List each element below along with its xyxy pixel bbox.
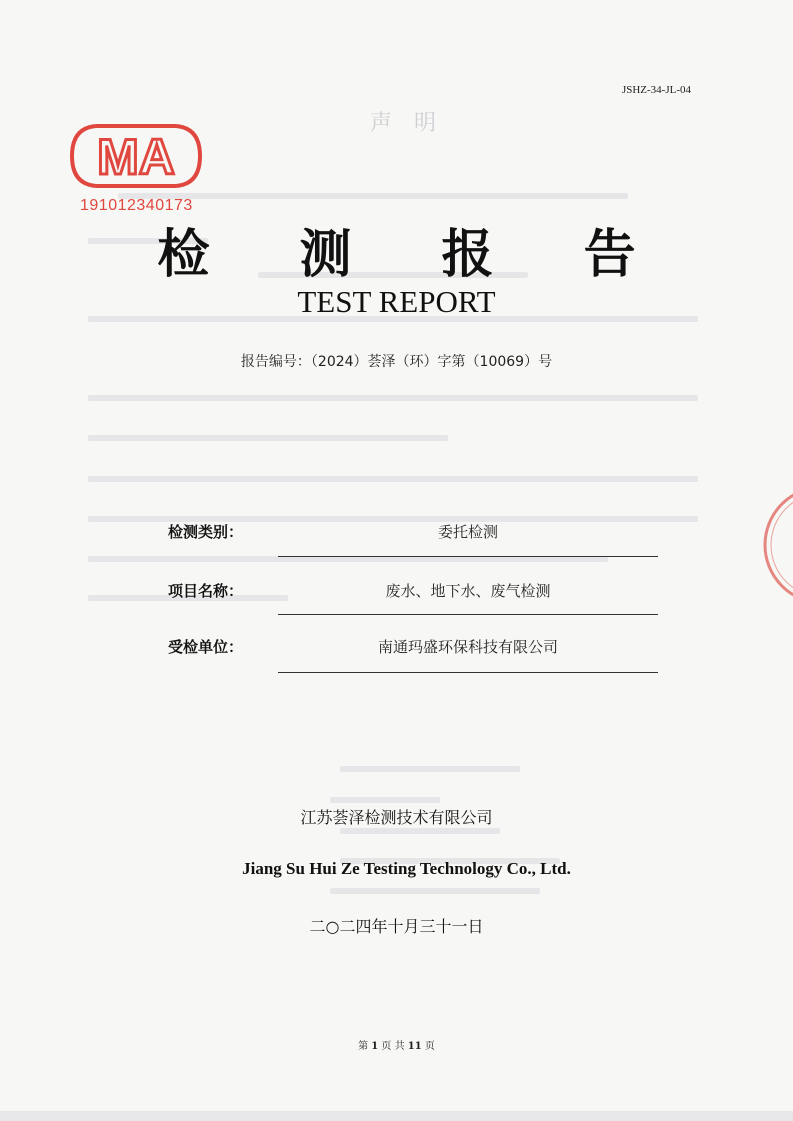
field-label-project-name: 项目名称： [168,582,244,600]
report-title-cn: 检 测 报 告 [157,225,672,285]
field-value-project-name: 废水、地下水、废气检测 [385,582,551,600]
field-underline [278,614,658,615]
bleed-through-line [88,395,698,401]
bleed-through-line [88,476,698,482]
cma-certificate-number: 191012340173 [80,197,193,214]
document-code: JSHZ-34-JL-04 [621,84,691,96]
svg-text:MA: MA [97,129,175,185]
field-underline [278,672,658,673]
scan-bottom-edge [0,1111,793,1121]
field-value-inspected-unit: 南通玛盛环保科技有限公司 [377,638,558,656]
field-label-inspected-unit: 受检单位： [168,638,244,656]
page-suffix: 页 [424,1041,435,1052]
field-label-test-category: 检测类别： [168,523,244,541]
report-number: 报告编号：（2024）荟泽（环）字第（10069）号 [240,354,553,370]
page-total: 11 [407,1041,422,1052]
bleed-through-line [88,435,448,441]
report-title-en: TEST REPORT [297,284,496,319]
page-current: 1 [371,1041,379,1052]
issuer-name-en: Jiang Su Hui Ze Testing Technology Co., Ltd. [242,859,571,878]
field-value-test-category: 委托检测 [437,523,498,541]
cma-stamp-logo [66,116,206,196]
issuer-name-cn: 江苏荟泽检测技术有限公司 [300,808,493,827]
bleed-through-line [330,888,540,894]
field-underline [278,556,658,557]
bleed-through-line [340,766,520,772]
issue-date: 二○二四年十月三十一日 [309,917,484,936]
page-mid: 页 共 [381,1041,405,1052]
bleed-through-line [330,797,440,803]
page-prefix: 第 [358,1041,369,1052]
bleed-through-heading: 声明 [370,111,459,136]
company-seal-edge [743,480,793,610]
page-number [0,1037,793,1052]
bleed-through-line [340,828,500,834]
